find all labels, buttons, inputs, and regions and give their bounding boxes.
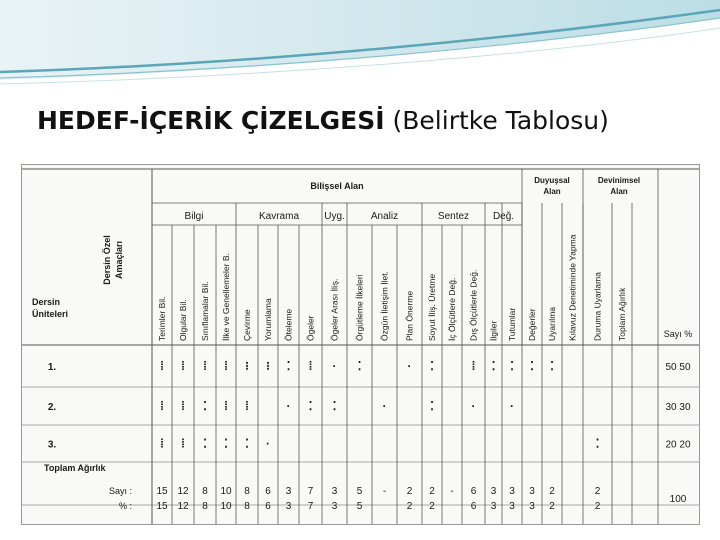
sayi-value-17: 3: [529, 486, 535, 497]
unit-2-mark-7: ⁚: [308, 399, 313, 413]
unit-2-mark-4: ⁞: [245, 399, 249, 413]
behavior-label-21: Toplam Ağırlık: [617, 287, 627, 341]
corner-objectives-label: Dersin Özel: [102, 235, 112, 285]
percent-value-20: 2: [594, 501, 601, 512]
behavior-label-9: Örgütleme İlkeleri: [354, 274, 365, 341]
specification-table: [22, 165, 699, 524]
unit-2-mark-1: ⁞: [181, 399, 185, 413]
affective-domain-label: Duyuşsal: [534, 176, 570, 185]
behavior-label-3: İlke ve Genellemeler B.: [221, 253, 231, 341]
sayi-value-2: 8: [202, 486, 208, 497]
unit-1-mark-15: ⁚: [491, 359, 496, 373]
level-label-4: Sentez: [437, 211, 470, 222]
sayi-value-10: -: [382, 486, 387, 497]
level-label-5: Değ.: [492, 211, 515, 222]
corner-units-label-2: Üniteleri: [32, 309, 69, 319]
sayi-value-20: 2: [594, 486, 601, 497]
affective-domain-label-2: Alan: [543, 187, 561, 196]
behavior-label-7: Ögeler: [305, 315, 316, 341]
percent-value-18: 2: [549, 501, 555, 512]
behavior-label-6: Öteleme: [283, 308, 294, 341]
unit-1-mark-1: ⁞: [181, 359, 185, 373]
psychomotor-domain-label: Devinimsel: [597, 176, 641, 185]
behavior-label-17: Değerler: [527, 308, 537, 341]
percent-value-1: 12: [177, 501, 189, 512]
percent-value-3: 10: [220, 501, 232, 512]
unit-1-mark-3: ⁞: [224, 359, 228, 373]
sayi-value-18: 2: [549, 486, 555, 497]
unit-1-mark-14: ⁞: [471, 359, 476, 373]
slide-title: [37, 106, 609, 135]
sayi-value-11: 2: [406, 486, 413, 497]
unit-1-mark-8: ·: [332, 359, 337, 373]
behavior-label-11: Plan Önerme: [404, 290, 415, 341]
sayi-value-3: 10: [220, 486, 232, 497]
behavior-label-15: İlgiler: [488, 320, 499, 341]
sayi-value-4: 8: [244, 486, 250, 497]
behavior-label-1: Olgular Bil.: [178, 299, 188, 341]
behavior-label-2: Sınıflamalar Bil.: [200, 281, 210, 341]
percent-value-7: 7: [307, 501, 314, 512]
level-label-0: Bilgi: [184, 211, 204, 222]
percent-value-12: 2: [429, 501, 435, 512]
sayi-value-16: 3: [509, 486, 515, 497]
header-wave-graphic: [0, 0, 720, 95]
slide-title-subtitle: (Belirtke Tablosu): [392, 106, 609, 135]
percent-value-15: 3: [490, 501, 497, 512]
sayi-value-15: 3: [490, 486, 497, 497]
total-percent-value: 100: [669, 494, 687, 505]
slide-header-band: [0, 0, 720, 95]
percent-value-0: 15: [156, 501, 168, 512]
sayi-pct-header: Sayı %: [663, 329, 693, 339]
behavior-label-4: Çevirme: [242, 309, 252, 341]
behavior-label-19: Kılavuz Denetiminde Yapma: [567, 234, 578, 341]
sayi-value-14: 6: [470, 486, 477, 497]
sayi-value-1: 12: [177, 486, 189, 497]
behavior-label-13: İç Ölçütlere Değ.: [447, 277, 457, 341]
unit-2-value: 30 30: [665, 402, 691, 413]
unit-2-mark-12: ⁚: [430, 399, 434, 413]
percent-value-14: 6: [470, 501, 477, 512]
specification-table-image: [21, 164, 700, 525]
behavior-label-18: Uyarılma: [547, 306, 557, 341]
unit-1-mark-16: ⁚: [510, 359, 514, 373]
unit-label-1: 1.: [47, 362, 57, 373]
percent-value-5: 6: [265, 501, 271, 512]
sayi-value-9: 5: [356, 486, 363, 497]
percent-value-4: 8: [244, 501, 250, 512]
psychomotor-domain-label-2: Alan: [610, 187, 628, 196]
percent-value-2: 8: [202, 501, 208, 512]
cognitive-domain-label: Bilişsel Alan: [310, 181, 364, 191]
unit-1-mark-5: ⁝: [266, 359, 270, 373]
corner-units-label: Dersin: [32, 297, 61, 307]
sayi-value-12: 2: [429, 486, 435, 497]
unit-1-mark-11: ·: [407, 359, 412, 373]
sayi-value-0: 15: [156, 486, 168, 497]
percent-value-16: 3: [509, 501, 515, 512]
unit-2-mark-2: ⁚: [203, 399, 207, 413]
level-label-3: Analiz: [370, 211, 399, 222]
unit-1-value: 50 50: [665, 362, 691, 373]
percent-value-6: 3: [285, 501, 292, 512]
unit-3-mark-5: ·: [266, 436, 270, 451]
unit-2-mark-0: ⁞: [160, 399, 164, 413]
level-label-1: Kavrama: [258, 211, 300, 222]
unit-2-mark-8: ⁚: [332, 399, 337, 413]
unit-3-mark-0: ⁞: [160, 436, 164, 451]
behavior-label-0: Terimler Bil.: [157, 296, 167, 341]
unit-1-mark-17: ⁚: [530, 359, 534, 373]
unit-2-mark-3: ⁞: [224, 399, 228, 413]
sayi-row-label: Sayı :: [108, 486, 132, 496]
unit-1-mark-12: ⁚: [430, 359, 434, 373]
behavior-label-5: Yorumlama: [263, 298, 273, 341]
unit-2-mark-16: ·: [510, 399, 514, 413]
sayi-value-6: 3: [285, 486, 292, 497]
sayi-value-5: 6: [265, 486, 271, 497]
slide-title-main: HEDEF-İÇERİK ÇİZELGESİ: [37, 106, 385, 135]
behavior-label-12: Soyut İliş. Üretme: [427, 273, 437, 341]
unit-3-mark-20: ⁚: [595, 436, 600, 451]
level-label-2: Uyg.: [324, 211, 345, 222]
title-separator: [0, 148, 720, 152]
behavior-label-8: Ögeler Arası İliş.: [329, 278, 340, 341]
behavior-label-14: Dış Ölçütlerle Değ.: [468, 269, 479, 341]
unit-1-mark-2: ⁞: [203, 359, 207, 373]
percent-value-9: 5: [356, 501, 363, 512]
sayi-value-8: 3: [331, 486, 338, 497]
unit-3-mark-2: ⁚: [203, 436, 207, 451]
sayi-value-7: 7: [307, 486, 314, 497]
unit-1-mark-6: ⁚: [286, 359, 291, 373]
unit-2-mark-6: ·: [286, 399, 291, 413]
unit-2-mark-14: ·: [471, 399, 476, 413]
toplam-agirlik-label: Toplam Ağırlık: [44, 463, 106, 473]
unit-1-mark-9: ⁚: [357, 359, 362, 373]
corner-objectives-label-2: Amaçları: [114, 240, 124, 280]
behavior-label-20: Duruma Uyarlama: [592, 272, 603, 341]
unit-1-mark-4: ⁝: [245, 359, 249, 373]
percent-value-17: 3: [529, 501, 535, 512]
behavior-label-10: Özgün İletişim İlet.: [379, 271, 390, 341]
sayi-value-13: -: [450, 486, 454, 497]
percent-row-label: % :: [118, 501, 132, 511]
unit-1-mark-18: ⁚: [550, 359, 554, 373]
percent-value-8: 3: [331, 501, 338, 512]
unit-3-mark-4: ⁚: [245, 436, 249, 451]
unit-label-3: 3.: [47, 439, 57, 451]
percent-value-11: 2: [406, 501, 413, 512]
unit-label-2: 2.: [47, 402, 57, 413]
unit-3-mark-1: ⁞: [181, 436, 185, 451]
unit-1-mark-7: ⁞: [308, 359, 313, 373]
unit-3-mark-3: ⁚: [224, 436, 228, 451]
behavior-label-16: Tutumlar: [507, 307, 517, 341]
unit-3-value: 20 20: [665, 439, 691, 451]
unit-1-mark-0: ⁞: [160, 359, 164, 373]
unit-2-mark-10: ·: [382, 399, 387, 413]
